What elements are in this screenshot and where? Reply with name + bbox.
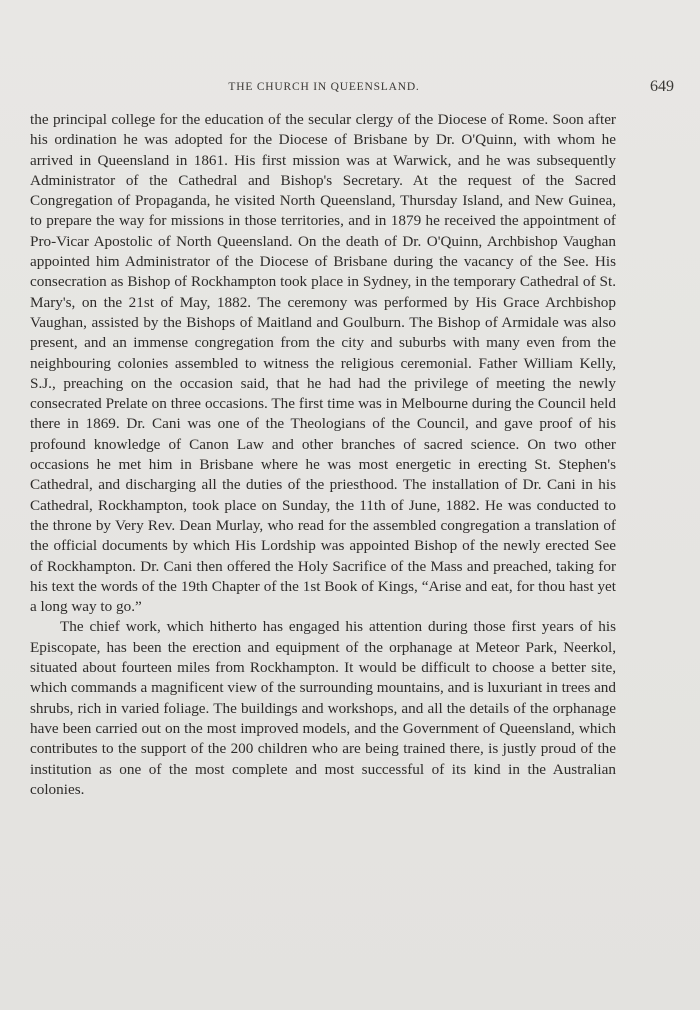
- paragraph-orphanage: The chief work, which hitherto has engaged his attention during those first years of his Episcopate, has been the erection and equipment of the orphanage at Meteor Park, Neerkol, situated about fourteen miles from Rockhampton. It would be difficult to choose a better site, which commands a magnificent view of the surrounding mountains, and is luxuriant in trees and shrubs, rich in varied foliage. The buildings and workshops, and all the details of the orphanage have been carried out on the most improved models, and the Government of Queensland, which contributes to the support of the 200 children who are being trained there, is justly proud of the institution as one of the most complete and most successful of its kind in the Australian colonies.: [30, 618, 616, 798]
- running-title: THE CHURCH IN QUEENSLAND.: [228, 81, 420, 93]
- body-text: [30, 110, 616, 800]
- paragraph-continued: the principal college for the education of the secular clergy of the Diocese of Rome. Soon after his ordination he was adopted for the Diocese of Brisbane by Dr. O'Quinn, with whom he arrived in Queensland in 1861. His first mission was at Warwick, and he was subsequently Administrator of the Cathedral and Bishop's Secretary. At the request of the Sacred Congregation of Propaganda, he visited North Queensland, Thursday Island, and New Guinea, to prepare the way for missions in those territories, and in 1879 he received the appointment of Pro-Vicar Apostolic of North Queensland. On the death of Dr. O'Quinn, Archbishop Vaughan appointed him Administrator of the Diocese of Brisbane during the vacancy of the See. His consecration as Bishop of Rockhampton took place in Sydney, in the temporary Cathedral of St. Mary's, on the 21st of May, 1882. The ceremony was performed by His Grace Archbishop Vaughan, assisted by the Bishops of Maitland and Goulburn. The Bishop of Armidale was also present, and an immense congregation from the city and suburbs with many even from the neighbouring colonies assembled to witness the religious ceremonial. Father William Kelly, S.J., preaching on the occasion said, that he had had the privilege of meeting the newly consecrated Prelate on three occasions. The first time was in Melbourne during the Council held there in 1869. Dr. Cani was one of the Theologians of the Council, and gave proof of his profound knowledge of Canon Law and other branches of sacred science. On two other occasions he met him in Brisbane where he was most energetic in erecting St. Stephen's Cathedral, and discharging all the duties of the priesthood. The installation of Dr. Cani in his Cathedral, Rockhampton, took place on Sunday, the 11th of June, 1882. He was conducted to the throne by Very Rev. Dean Murlay, who read for the assembled congregation a translation of the official documents by which His Lordship was appointed Bishop of the newly erected See of Rockhampton. Dr. Cani then offered the Holy Sacrifice of the Mass and preached, taking for his text the words of the 19th Chapter of the 1st Book of Kings, “Arise and eat, for thou hast yet a long way to go.”: [30, 111, 616, 616]
- page-number: 649: [650, 78, 674, 95]
- running-head: [30, 78, 674, 98]
